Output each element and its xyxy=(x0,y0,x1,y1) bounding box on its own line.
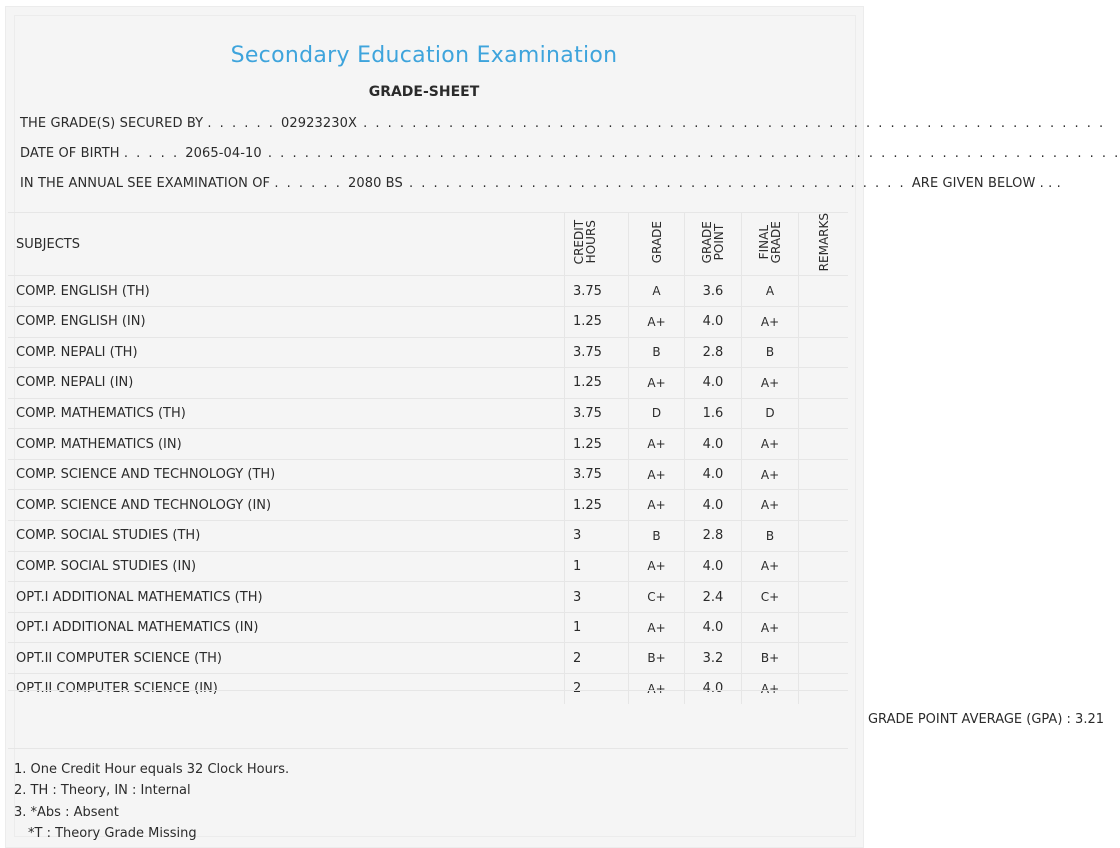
grade-point-cell: 4.0 xyxy=(685,429,742,460)
subject-cell: COMP. SCIENCE AND TECHNOLOGY (TH) xyxy=(8,459,565,490)
grade-cell: B+ xyxy=(629,643,685,674)
subject-cell: OPT.II COMPUTER SCIENCE (IN) xyxy=(8,674,565,704)
note-4: *T : Theory Grade Missing xyxy=(28,826,197,841)
remarks-cell xyxy=(799,306,849,337)
final-grade-cell: A+ xyxy=(742,551,799,582)
table-row xyxy=(8,551,848,582)
grade-cell: A+ xyxy=(629,429,685,460)
dob-line: DATE OF BIRTH . . . . . 2065-04-10 . . . . . . . . . . . . . . . . . . . . . . . . . . . . . . . . . . . . . . . . . . . . . . . . . . . . . . . . . . . . . . . . . . . . . . xyxy=(20,146,1120,161)
header-subjects: SUBJECTS xyxy=(8,213,565,276)
grade-cell: B xyxy=(629,521,685,552)
gpa-summary xyxy=(868,712,1104,727)
header-final-grade: FINAL GRADE xyxy=(742,213,799,276)
remarks-cell xyxy=(799,674,849,704)
secured-by-line: THE GRADE(S) SECURED BY . . . . . . 02923230X . . . . . . . . . . . . . . . . . . . . . . . . . . . . . . . . . . . . . . . . . . . . . . . . . . . . . . . . . . . . . xyxy=(20,116,1106,131)
remarks-cell xyxy=(799,521,849,552)
credit-hours-cell: 3.75 xyxy=(565,337,629,368)
exam-year: 2080 BS xyxy=(347,176,403,191)
grade-cell: B xyxy=(629,337,685,368)
table-row xyxy=(8,306,848,337)
final-grade-cell: A+ xyxy=(742,429,799,460)
credit-hours-cell: 1 xyxy=(565,551,629,582)
credit-hours-cell: 2 xyxy=(565,643,629,674)
subject-cell: OPT.II COMPUTER SCIENCE (TH) xyxy=(8,643,565,674)
table-row xyxy=(8,521,848,552)
symbol-number: 02923230X xyxy=(281,116,357,131)
final-grade-cell: A xyxy=(742,276,799,307)
grades-table xyxy=(8,212,848,704)
grade-point-cell: 2.8 xyxy=(685,521,742,552)
subject-cell: COMP. MATHEMATICS (IN) xyxy=(8,429,565,460)
grade-cell: C+ xyxy=(629,582,685,613)
grade-point-cell: 4.0 xyxy=(685,490,742,521)
credit-hours-cell: 1.25 xyxy=(565,429,629,460)
remarks-cell xyxy=(799,368,849,399)
final-grade-cell: A+ xyxy=(742,306,799,337)
final-grade-cell: A+ xyxy=(742,674,799,704)
subject-cell: COMP. SOCIAL STUDIES (TH) xyxy=(8,521,565,552)
credit-hours-cell: 1 xyxy=(565,612,629,643)
final-grade-cell: A+ xyxy=(742,612,799,643)
grade-cell: D xyxy=(629,398,685,429)
remarks-cell xyxy=(799,398,849,429)
grade-point-cell: 4.0 xyxy=(685,459,742,490)
grade-point-cell: 2.8 xyxy=(685,337,742,368)
final-grade-cell: B+ xyxy=(742,643,799,674)
table-row xyxy=(8,674,848,704)
remarks-cell xyxy=(799,490,849,521)
header-grade: GRADE xyxy=(629,213,685,276)
gpa-label: GRADE POINT AVERAGE (GPA) : xyxy=(867,712,1071,727)
grade-point-cell: 4.0 xyxy=(685,306,742,337)
subject-cell: COMP. MATHEMATICS (TH) xyxy=(8,398,565,429)
credit-hours-cell: 3 xyxy=(565,521,629,552)
grade-point-cell: 4.0 xyxy=(685,551,742,582)
table-row xyxy=(8,368,848,399)
header-grade-point: GRADE POINT xyxy=(685,213,742,276)
table-header-row xyxy=(8,213,848,276)
grade-point-cell: 4.0 xyxy=(685,368,742,399)
remarks-cell xyxy=(799,612,849,643)
subject-cell: OPT.I ADDITIONAL MATHEMATICS (TH) xyxy=(8,582,565,613)
grade-cell: A+ xyxy=(629,490,685,521)
grade-cell: A+ xyxy=(629,306,685,337)
final-grade-cell: D xyxy=(742,398,799,429)
remarks-cell xyxy=(799,643,849,674)
subject-cell: OPT.I ADDITIONAL MATHEMATICS (IN) xyxy=(8,612,565,643)
credit-hours-cell: 3 xyxy=(565,582,629,613)
secured-by-label: THE GRADE(S) SECURED BY xyxy=(20,116,204,131)
subject-cell: COMP. SCIENCE AND TECHNOLOGY (IN) xyxy=(8,490,565,521)
grade-point-cell: 4.0 xyxy=(685,612,742,643)
grade-cell: A+ xyxy=(629,551,685,582)
note-1: 1. One Credit Hour equals 32 Clock Hours. xyxy=(14,762,290,777)
final-grade-cell: B xyxy=(742,521,799,552)
note-2: 2. TH : Theory, IN : Internal xyxy=(14,783,191,798)
notes-divider xyxy=(8,748,848,749)
final-grade-cell: B xyxy=(742,337,799,368)
remarks-cell xyxy=(799,582,849,613)
table-row xyxy=(8,398,848,429)
note-3: 3. *Abs : Absent xyxy=(14,805,119,820)
grade-cell: A+ xyxy=(629,612,685,643)
table-row xyxy=(8,276,848,307)
grade-point-cell: 1.6 xyxy=(685,398,742,429)
credit-hours-cell: 1.25 xyxy=(565,306,629,337)
grade-point-cell: 3.6 xyxy=(685,276,742,307)
credit-hours-cell: 3.75 xyxy=(565,459,629,490)
credit-hours-cell: 1.25 xyxy=(565,490,629,521)
credit-hours-cell: 2 xyxy=(565,674,629,704)
table-row xyxy=(8,459,848,490)
table-row xyxy=(8,643,848,674)
exam-suffix: ARE GIVEN BELOW . . . xyxy=(911,176,1061,191)
table-bottom-divider xyxy=(8,690,848,691)
credit-hours-cell: 3.75 xyxy=(565,398,629,429)
dob-value: 2065-04-10 xyxy=(185,146,262,161)
grade-point-cell: 4.0 xyxy=(685,674,742,704)
header-remarks: REMARKS xyxy=(799,213,849,276)
final-grade-cell: A+ xyxy=(742,459,799,490)
grade-cell: A xyxy=(629,276,685,307)
subject-cell: COMP. NEPALI (IN) xyxy=(8,368,565,399)
dob-label: DATE OF BIRTH xyxy=(20,146,120,161)
exam-label: IN THE ANNUAL SEE EXAMINATION OF xyxy=(20,176,271,191)
table-row xyxy=(8,490,848,521)
remarks-cell xyxy=(799,551,849,582)
credit-hours-cell: 1.25 xyxy=(565,368,629,399)
credit-hours-cell: 3.75 xyxy=(565,276,629,307)
subject-cell: COMP. ENGLISH (TH) xyxy=(8,276,565,307)
grade-cell: A+ xyxy=(629,368,685,399)
table-row xyxy=(8,612,848,643)
grade-cell: A+ xyxy=(629,459,685,490)
final-grade-cell: A+ xyxy=(742,490,799,521)
table-row xyxy=(8,337,848,368)
exam-title: Secondary Education Examination xyxy=(230,43,618,68)
final-grade-cell: A+ xyxy=(742,368,799,399)
gpa-value: 3.21 xyxy=(1075,712,1104,727)
table-row xyxy=(8,582,848,613)
table-row xyxy=(8,429,848,460)
remarks-cell xyxy=(799,276,849,307)
subject-cell: COMP. ENGLISH (IN) xyxy=(8,306,565,337)
grade-sheet-heading: GRADE-SHEET xyxy=(368,84,480,100)
subject-cell: COMP. NEPALI (TH) xyxy=(8,337,565,368)
final-grade-cell: C+ xyxy=(742,582,799,613)
grade-cell: A+ xyxy=(629,674,685,704)
grade-point-cell: 3.2 xyxy=(685,643,742,674)
header-credit-hours: CREDIT HOURS xyxy=(565,213,629,276)
exam-line: IN THE ANNUAL SEE EXAMINATION OF . . . . . . 2080 BS . . . . . . . . . . . . . . . . . . . . . . . . . . . . . . . . . . . . . . . . . ARE GIVEN BELOW . . . xyxy=(20,176,1061,191)
remarks-cell xyxy=(799,459,849,490)
remarks-cell xyxy=(799,337,849,368)
grade-point-cell: 2.4 xyxy=(685,582,742,613)
subject-cell: COMP. SOCIAL STUDIES (IN) xyxy=(8,551,565,582)
remarks-cell xyxy=(799,429,849,460)
